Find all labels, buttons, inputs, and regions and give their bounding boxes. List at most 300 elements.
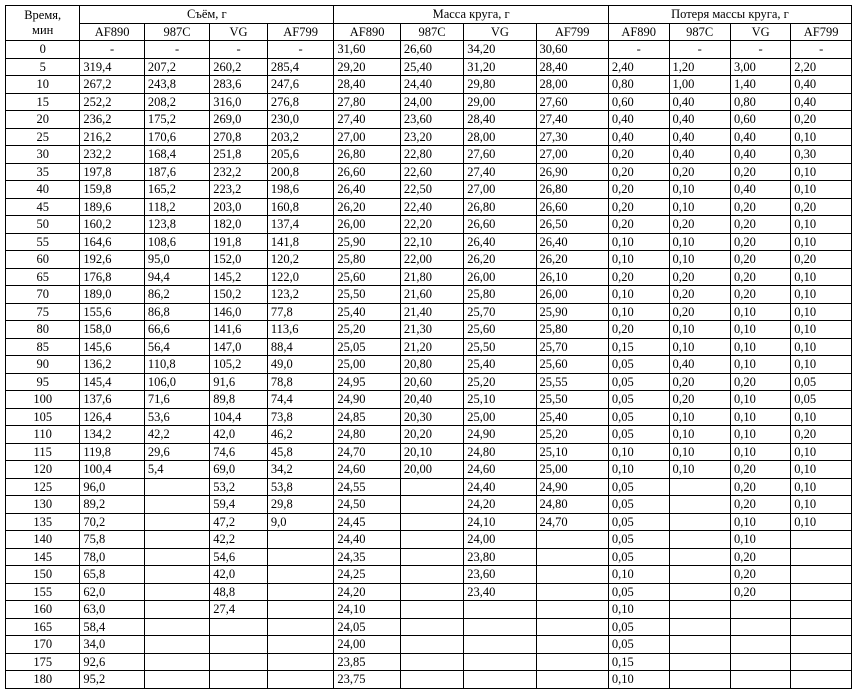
cell-mass-loss: 0,20 — [730, 461, 790, 479]
cell-wheel-mass: 25,40 — [536, 408, 608, 426]
cell-time: 85 — [6, 338, 80, 356]
cell-wheel-mass — [464, 671, 536, 689]
cell-mass-loss: 0,20 — [608, 181, 669, 199]
cell-removal: 137,4 — [267, 216, 334, 234]
cell-wheel-mass: 31,60 — [334, 41, 401, 59]
cell-mass-loss: - — [608, 41, 669, 59]
cell-mass-loss — [730, 618, 790, 636]
cell-wheel-mass: 25,50 — [464, 338, 536, 356]
cell-removal: 283,6 — [210, 76, 268, 94]
cell-mass-loss: 0,40 — [791, 76, 852, 94]
cell-mass-loss: 0,10 — [730, 408, 790, 426]
cell-mass-loss: 2,20 — [791, 58, 852, 76]
cell-wheel-mass: 26,40 — [536, 233, 608, 251]
cell-removal: 146,0 — [210, 303, 268, 321]
cell-time: 130 — [6, 496, 80, 514]
cell-mass-loss: 0,05 — [608, 513, 669, 531]
cell-removal: 165,2 — [144, 181, 209, 199]
cell-wheel-mass: 25,80 — [334, 251, 401, 269]
cell-removal: 96,0 — [80, 478, 145, 496]
cell-wheel-mass: 24,10 — [334, 601, 401, 619]
cell-mass-loss: 0,10 — [608, 303, 669, 321]
cell-removal: 34,0 — [80, 636, 145, 654]
cell-mass-loss: 0,10 — [791, 163, 852, 181]
cell-removal: 89,2 — [80, 496, 145, 514]
cell-mass-loss — [669, 618, 730, 636]
header-col: AF799 — [791, 23, 852, 41]
cell-removal: 243,8 — [144, 76, 209, 94]
cell-mass-loss: 0,20 — [791, 251, 852, 269]
cell-mass-loss — [730, 653, 790, 671]
cell-mass-loss: 0,10 — [608, 461, 669, 479]
cell-mass-loss: 0,20 — [730, 496, 790, 514]
cell-removal: 316,0 — [210, 93, 268, 111]
cell-mass-loss: 1,20 — [669, 58, 730, 76]
cell-removal: 232,2 — [210, 163, 268, 181]
cell-removal: 73,8 — [267, 408, 334, 426]
cell-removal: 120,2 — [267, 251, 334, 269]
cell-mass-loss: 0,10 — [669, 181, 730, 199]
cell-mass-loss: 0,05 — [608, 548, 669, 566]
cell-wheel-mass: 25,10 — [536, 443, 608, 461]
cell-removal: 197,8 — [80, 163, 145, 181]
cell-wheel-mass: 24,60 — [464, 461, 536, 479]
cell-removal — [144, 531, 209, 549]
cell-mass-loss: 0,40 — [608, 111, 669, 129]
cell-wheel-mass: 26,20 — [464, 251, 536, 269]
cell-removal — [267, 601, 334, 619]
cell-mass-loss: 0,10 — [791, 303, 852, 321]
cell-wheel-mass: 24,00 — [334, 636, 401, 654]
cell-mass-loss: 0,20 — [730, 251, 790, 269]
cell-mass-loss — [791, 601, 852, 619]
cell-wheel-mass: 21,80 — [400, 268, 463, 286]
data-table — [5, 5, 852, 689]
cell-removal: 66,6 — [144, 321, 209, 339]
cell-removal: - — [210, 41, 268, 59]
cell-removal: 95,0 — [144, 251, 209, 269]
cell-removal — [144, 513, 209, 531]
cell-mass-loss: 0,40 — [669, 111, 730, 129]
cell-removal: 42,0 — [210, 426, 268, 444]
cell-removal: 56,4 — [144, 338, 209, 356]
cell-wheel-mass: 20,30 — [400, 408, 463, 426]
cell-mass-loss — [791, 566, 852, 584]
table-row — [6, 76, 852, 94]
header-col: VG — [730, 23, 790, 41]
cell-removal: 200,8 — [267, 163, 334, 181]
cell-removal — [144, 636, 209, 654]
cell-wheel-mass: 24,40 — [400, 76, 463, 94]
cell-wheel-mass: 23,60 — [464, 566, 536, 584]
cell-time: 165 — [6, 618, 80, 636]
cell-wheel-mass: 27,30 — [536, 128, 608, 146]
cell-wheel-mass: 25,55 — [536, 373, 608, 391]
cell-mass-loss: 0,10 — [730, 338, 790, 356]
cell-removal — [210, 618, 268, 636]
cell-wheel-mass: 25,00 — [464, 408, 536, 426]
cell-removal: 63,0 — [80, 601, 145, 619]
cell-removal: 270,8 — [210, 128, 268, 146]
cell-wheel-mass: 27,00 — [334, 128, 401, 146]
cell-mass-loss: 0,10 — [608, 251, 669, 269]
cell-wheel-mass: 24,90 — [464, 426, 536, 444]
cell-wheel-mass: 26,10 — [536, 268, 608, 286]
cell-mass-loss: 0,10 — [608, 671, 669, 689]
cell-removal: 29,8 — [267, 496, 334, 514]
cell-wheel-mass: 23,20 — [400, 128, 463, 146]
cell-wheel-mass: 24,40 — [464, 478, 536, 496]
cell-mass-loss: 0,10 — [791, 496, 852, 514]
cell-mass-loss: 0,20 — [791, 426, 852, 444]
cell-mass-loss: 0,05 — [608, 618, 669, 636]
cell-removal: 29,6 — [144, 443, 209, 461]
cell-mass-loss — [669, 653, 730, 671]
cell-mass-loss: 0,80 — [730, 93, 790, 111]
cell-wheel-mass: 24,70 — [334, 443, 401, 461]
cell-mass-loss: 0,20 — [669, 163, 730, 181]
cell-removal: 95,2 — [80, 671, 145, 689]
table-row — [6, 93, 852, 111]
cell-mass-loss — [730, 671, 790, 689]
table-row — [6, 338, 852, 356]
cell-removal: - — [144, 41, 209, 59]
header-col: 987C — [144, 23, 209, 41]
cell-removal: 42,2 — [144, 426, 209, 444]
header-col: AF890 — [608, 23, 669, 41]
cell-time: 75 — [6, 303, 80, 321]
cell-removal: 54,6 — [210, 548, 268, 566]
cell-wheel-mass: 25,20 — [464, 373, 536, 391]
cell-mass-loss — [791, 583, 852, 601]
cell-removal: 49,0 — [267, 356, 334, 374]
cell-wheel-mass: 22,80 — [400, 146, 463, 164]
cell-mass-loss — [669, 478, 730, 496]
cell-wheel-mass: 28,00 — [536, 76, 608, 94]
cell-removal: 108,6 — [144, 233, 209, 251]
cell-removal: 88,4 — [267, 338, 334, 356]
cell-wheel-mass: 29,20 — [334, 58, 401, 76]
cell-mass-loss: 0,10 — [730, 303, 790, 321]
cell-removal: 106,0 — [144, 373, 209, 391]
cell-wheel-mass — [400, 653, 463, 671]
cell-wheel-mass: 26,40 — [464, 233, 536, 251]
cell-mass-loss: 0,10 — [791, 461, 852, 479]
cell-removal: 62,0 — [80, 583, 145, 601]
header-col: 987C — [669, 23, 730, 41]
cell-mass-loss: 0,10 — [791, 356, 852, 374]
cell-mass-loss: 0,10 — [669, 443, 730, 461]
table-row — [6, 671, 852, 689]
cell-mass-loss: 0,20 — [669, 268, 730, 286]
header-group-wheel-mass: Масса круга, г — [334, 6, 609, 24]
cell-mass-loss: 0,20 — [730, 566, 790, 584]
cell-wheel-mass: 26,00 — [464, 268, 536, 286]
cell-mass-loss: 0,05 — [608, 426, 669, 444]
cell-time: 105 — [6, 408, 80, 426]
cell-mass-loss — [791, 531, 852, 549]
cell-wheel-mass — [464, 636, 536, 654]
cell-time: 140 — [6, 531, 80, 549]
cell-mass-loss: 0,10 — [730, 531, 790, 549]
cell-wheel-mass: 26,50 — [536, 216, 608, 234]
cell-mass-loss: 0,10 — [730, 356, 790, 374]
cell-wheel-mass: 25,60 — [464, 321, 536, 339]
cell-time: 135 — [6, 513, 80, 531]
cell-mass-loss: 0,20 — [730, 373, 790, 391]
cell-wheel-mass — [536, 548, 608, 566]
cell-time: 125 — [6, 478, 80, 496]
cell-removal: 252,2 — [80, 93, 145, 111]
table-row — [6, 146, 852, 164]
cell-mass-loss: 0,20 — [608, 146, 669, 164]
cell-wheel-mass: 24,10 — [464, 513, 536, 531]
cell-mass-loss: 0,10 — [730, 513, 790, 531]
cell-time: 40 — [6, 181, 80, 199]
cell-wheel-mass: 25,00 — [334, 356, 401, 374]
table-row — [6, 251, 852, 269]
cell-wheel-mass — [400, 583, 463, 601]
cell-removal: 9,0 — [267, 513, 334, 531]
cell-wheel-mass: 26,60 — [536, 198, 608, 216]
cell-mass-loss — [669, 671, 730, 689]
cell-wheel-mass: 23,40 — [464, 583, 536, 601]
cell-removal: 191,8 — [210, 233, 268, 251]
cell-mass-loss: 0,10 — [608, 233, 669, 251]
cell-removal: 160,2 — [80, 216, 145, 234]
cell-mass-loss: 0,20 — [730, 268, 790, 286]
cell-wheel-mass: 20,20 — [400, 426, 463, 444]
cell-mass-loss: 0,05 — [608, 531, 669, 549]
cell-removal: 47,2 — [210, 513, 268, 531]
cell-removal: 189,0 — [80, 286, 145, 304]
cell-mass-loss: 0,40 — [730, 146, 790, 164]
cell-mass-loss: 0,05 — [608, 408, 669, 426]
cell-wheel-mass: 24,05 — [334, 618, 401, 636]
cell-removal: 175,2 — [144, 111, 209, 129]
cell-wheel-mass: 25,80 — [464, 286, 536, 304]
cell-removal: 230,0 — [267, 111, 334, 129]
cell-wheel-mass: 22,20 — [400, 216, 463, 234]
cell-removal: 170,6 — [144, 128, 209, 146]
cell-mass-loss: 0,60 — [608, 93, 669, 111]
header-col: VG — [210, 23, 268, 41]
table-row — [6, 636, 852, 654]
cell-mass-loss: 0,10 — [791, 216, 852, 234]
cell-wheel-mass: 34,20 — [464, 41, 536, 59]
header-time: Время, мин — [6, 6, 80, 41]
cell-wheel-mass — [400, 636, 463, 654]
cell-removal: 203,2 — [267, 128, 334, 146]
cell-mass-loss: 0,20 — [730, 216, 790, 234]
cell-wheel-mass: 22,00 — [400, 251, 463, 269]
cell-wheel-mass — [400, 496, 463, 514]
cell-removal: 164,6 — [80, 233, 145, 251]
cell-wheel-mass — [400, 513, 463, 531]
table-row — [6, 128, 852, 146]
cell-wheel-mass: 25,70 — [464, 303, 536, 321]
cell-removal: 113,6 — [267, 321, 334, 339]
cell-wheel-mass — [464, 618, 536, 636]
cell-mass-loss: 0,10 — [791, 268, 852, 286]
cell-mass-loss — [791, 548, 852, 566]
table-row — [6, 548, 852, 566]
cell-wheel-mass: 27,60 — [536, 93, 608, 111]
cell-removal: 119,8 — [80, 443, 145, 461]
cell-wheel-mass — [536, 636, 608, 654]
cell-mass-loss: 0,10 — [791, 443, 852, 461]
cell-wheel-mass: 27,40 — [334, 111, 401, 129]
cell-wheel-mass — [464, 653, 536, 671]
cell-removal: 86,8 — [144, 303, 209, 321]
cell-mass-loss: 3,00 — [730, 58, 790, 76]
cell-time: 0 — [6, 41, 80, 59]
cell-mass-loss: 0,10 — [669, 251, 730, 269]
cell-wheel-mass: 22,10 — [400, 233, 463, 251]
cell-time: 65 — [6, 268, 80, 286]
cell-time: 5 — [6, 58, 80, 76]
header-row-columns — [6, 23, 852, 41]
cell-removal: 145,6 — [80, 338, 145, 356]
cell-mass-loss: 0,10 — [608, 443, 669, 461]
cell-removal: 137,6 — [80, 391, 145, 409]
table-row — [6, 583, 852, 601]
cell-removal: 216,2 — [80, 128, 145, 146]
cell-mass-loss: 0,10 — [791, 128, 852, 146]
table-row — [6, 181, 852, 199]
cell-removal: 65,8 — [80, 566, 145, 584]
cell-removal: 75,8 — [80, 531, 145, 549]
cell-mass-loss: 0,40 — [669, 146, 730, 164]
cell-removal: 48,8 — [210, 583, 268, 601]
cell-removal — [144, 601, 209, 619]
cell-removal — [144, 478, 209, 496]
cell-wheel-mass: 21,30 — [400, 321, 463, 339]
header-col: AF799 — [536, 23, 608, 41]
cell-mass-loss — [730, 636, 790, 654]
cell-wheel-mass: 26,60 — [400, 41, 463, 59]
cell-wheel-mass: 23,75 — [334, 671, 401, 689]
cell-removal: 145,2 — [210, 268, 268, 286]
cell-mass-loss: 0,20 — [730, 198, 790, 216]
cell-removal: 69,0 — [210, 461, 268, 479]
cell-wheel-mass: 25,20 — [536, 426, 608, 444]
cell-wheel-mass: 26,90 — [536, 163, 608, 181]
table-row — [6, 408, 852, 426]
cell-wheel-mass — [400, 566, 463, 584]
cell-wheel-mass: 25,40 — [464, 356, 536, 374]
cell-removal: 34,2 — [267, 461, 334, 479]
table-row — [6, 426, 852, 444]
cell-wheel-mass: 27,80 — [334, 93, 401, 111]
cell-wheel-mass: 25,00 — [536, 461, 608, 479]
cell-removal: 46,2 — [267, 426, 334, 444]
cell-wheel-mass: 28,40 — [536, 58, 608, 76]
cell-removal: 198,6 — [267, 181, 334, 199]
cell-mass-loss: 0,10 — [791, 513, 852, 531]
cell-mass-loss: 0,40 — [669, 128, 730, 146]
cell-mass-loss: 0,10 — [791, 338, 852, 356]
table-row — [6, 391, 852, 409]
cell-mass-loss: 0,20 — [791, 111, 852, 129]
cell-removal: 150,2 — [210, 286, 268, 304]
cell-removal — [144, 566, 209, 584]
table-row — [6, 111, 852, 129]
cell-removal: 126,4 — [80, 408, 145, 426]
cell-removal — [267, 653, 334, 671]
cell-time: 110 — [6, 426, 80, 444]
cell-wheel-mass: 28,40 — [464, 111, 536, 129]
cell-mass-loss: 0,80 — [608, 76, 669, 94]
cell-mass-loss: 0,40 — [730, 128, 790, 146]
cell-wheel-mass — [400, 601, 463, 619]
cell-mass-loss — [791, 618, 852, 636]
cell-removal — [267, 566, 334, 584]
cell-removal: 152,0 — [210, 251, 268, 269]
cell-wheel-mass: 23,85 — [334, 653, 401, 671]
table-row — [6, 618, 852, 636]
cell-mass-loss: 0,10 — [669, 461, 730, 479]
table-row — [6, 513, 852, 531]
cell-wheel-mass: 24,00 — [464, 531, 536, 549]
cell-wheel-mass: 25,60 — [334, 268, 401, 286]
cell-removal: 53,2 — [210, 478, 268, 496]
cell-removal — [144, 671, 209, 689]
cell-removal: 71,6 — [144, 391, 209, 409]
cell-removal: 94,4 — [144, 268, 209, 286]
cell-mass-loss — [669, 601, 730, 619]
header-col: VG — [464, 23, 536, 41]
cell-removal: 223,2 — [210, 181, 268, 199]
cell-mass-loss: 0,10 — [730, 391, 790, 409]
cell-time: 180 — [6, 671, 80, 689]
cell-mass-loss — [791, 671, 852, 689]
table-body — [6, 41, 852, 689]
cell-wheel-mass: 20,80 — [400, 356, 463, 374]
cell-mass-loss: 0,10 — [669, 233, 730, 251]
cell-mass-loss: - — [669, 41, 730, 59]
cell-mass-loss: 0,10 — [791, 478, 852, 496]
cell-mass-loss: 0,10 — [730, 321, 790, 339]
cell-wheel-mass: 24,20 — [464, 496, 536, 514]
cell-wheel-mass: 26,40 — [334, 181, 401, 199]
cell-wheel-mass: 24,85 — [334, 408, 401, 426]
cell-removal — [144, 653, 209, 671]
cell-mass-loss — [669, 566, 730, 584]
cell-mass-loss: 0,20 — [730, 548, 790, 566]
cell-mass-loss: 0,20 — [669, 391, 730, 409]
cell-wheel-mass: 25,40 — [400, 58, 463, 76]
cell-removal: 159,8 — [80, 181, 145, 199]
table-row — [6, 373, 852, 391]
cell-removal — [267, 583, 334, 601]
cell-mass-loss: 0,20 — [669, 303, 730, 321]
cell-wheel-mass — [464, 601, 536, 619]
cell-removal: - — [267, 41, 334, 59]
cell-mass-loss: 1,40 — [730, 76, 790, 94]
header-row-groups — [6, 6, 852, 24]
cell-mass-loss: 0,20 — [608, 216, 669, 234]
table-row — [6, 478, 852, 496]
cell-removal: 158,0 — [80, 321, 145, 339]
cell-removal: 58,4 — [80, 618, 145, 636]
cell-wheel-mass: 25,40 — [334, 303, 401, 321]
cell-removal: 160,8 — [267, 198, 334, 216]
table-row — [6, 496, 852, 514]
cell-wheel-mass: 26,20 — [334, 198, 401, 216]
cell-removal: 192,6 — [80, 251, 145, 269]
cell-wheel-mass: 24,45 — [334, 513, 401, 531]
